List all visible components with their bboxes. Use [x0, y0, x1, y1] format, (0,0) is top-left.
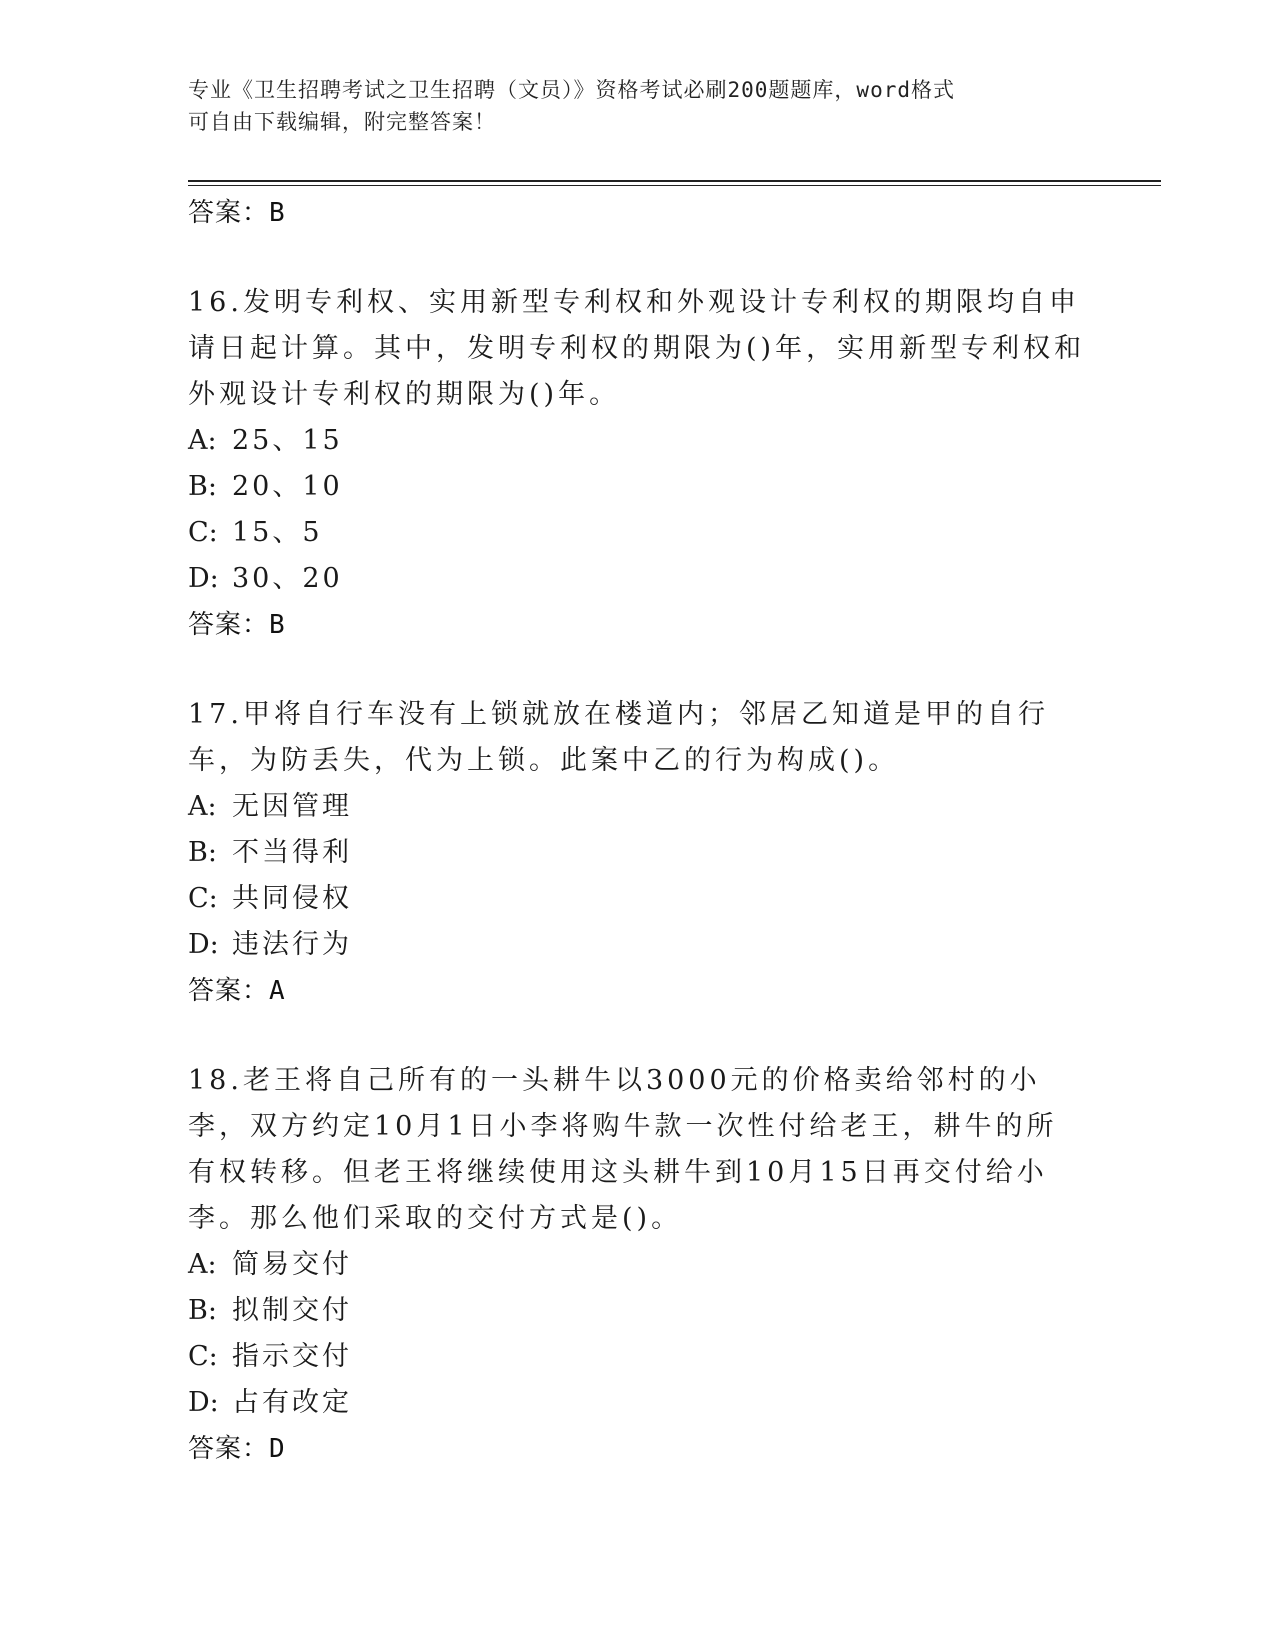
header-divider-thick	[188, 180, 1161, 182]
option-text: 拟制交付	[232, 1295, 352, 1326]
option-a	[188, 1242, 1088, 1288]
option-key: D:	[188, 1387, 219, 1418]
header-line-1: 专业《卫生招聘考试之卫生招聘（文员）》资格考试必刷200题题库，word格式	[188, 78, 955, 102]
option-text: 简易交付	[232, 1249, 352, 1280]
answer-value: B	[269, 610, 286, 640]
option-key: B:	[188, 1295, 217, 1326]
answer-label: 答案：	[188, 198, 270, 228]
option-b	[188, 464, 1088, 510]
option-a	[188, 784, 1088, 830]
option-key: B:	[188, 837, 217, 868]
option-a	[188, 418, 1088, 464]
question-content	[188, 190, 1088, 1472]
option-text: 25、15	[232, 425, 343, 456]
previous-answer	[188, 190, 1088, 236]
option-key: C:	[188, 883, 218, 914]
question-stem: 17.甲将自行车没有上锁就放在楼道内；邻居乙知道是甲的自行车，为防丢失，代为上锁。此案中乙的行为构成()。	[188, 699, 1049, 776]
spacer	[188, 648, 1088, 692]
option-d	[188, 922, 1088, 968]
option-text: 30、20	[232, 563, 343, 594]
answer-label: 答案：	[188, 610, 270, 640]
question-answer	[188, 1426, 1088, 1472]
option-key: D:	[188, 929, 219, 960]
option-c	[188, 510, 1088, 556]
answer-value: A	[269, 976, 286, 1006]
answer-value: B	[269, 198, 286, 228]
spacer	[188, 1014, 1088, 1058]
option-key: A:	[188, 791, 217, 822]
option-text: 无因管理	[232, 791, 352, 822]
question-17	[188, 692, 1088, 1014]
spacer	[188, 236, 1088, 280]
option-b	[188, 830, 1088, 876]
answer-label: 答案：	[188, 1434, 270, 1464]
question-answer	[188, 968, 1088, 1014]
option-d	[188, 556, 1088, 602]
option-text: 违法行为	[232, 929, 352, 960]
option-text: 占有改定	[232, 1387, 352, 1418]
option-b	[188, 1288, 1088, 1334]
question-stem: 18.老王将自己所有的一头耕牛以3000元的价格卖给邻村的小李，双方约定10月1日小李将购牛款一次性付给老王，耕牛的所有权转移。但老王将继续使用这头耕牛到10月15日再交付给小李。那么他们采取的交付方式是()。	[188, 1065, 1058, 1234]
answer-label: 答案：	[188, 976, 270, 1006]
option-c	[188, 1334, 1088, 1380]
option-key: C:	[188, 1341, 218, 1372]
option-key: A:	[188, 425, 217, 456]
option-key: B:	[188, 471, 217, 502]
option-c	[188, 876, 1088, 922]
answer-value: D	[269, 1434, 286, 1464]
option-key: C:	[188, 517, 218, 548]
option-text: 20、10	[232, 471, 343, 502]
option-key: D:	[188, 563, 219, 594]
option-d	[188, 1380, 1088, 1426]
document-header	[188, 74, 1068, 138]
option-text: 15、5	[232, 517, 323, 548]
question-stem: 16.发明专利权、实用新型专利权和外观设计专利权的期限均自申请日起计算。其中，发明专利权的期限为()年，实用新型专利权和外观设计专利权的期限为()年。	[188, 287, 1086, 410]
header-divider-thin	[188, 185, 1161, 186]
option-text: 共同侵权	[232, 883, 352, 914]
option-text: 指示交付	[232, 1341, 352, 1372]
question-16	[188, 280, 1088, 648]
option-key: A:	[188, 1249, 217, 1280]
header-line-2: 可自由下载编辑，附完整答案！	[188, 110, 496, 134]
question-18	[188, 1058, 1088, 1472]
question-answer	[188, 602, 1088, 648]
option-text: 不当得利	[232, 837, 352, 868]
